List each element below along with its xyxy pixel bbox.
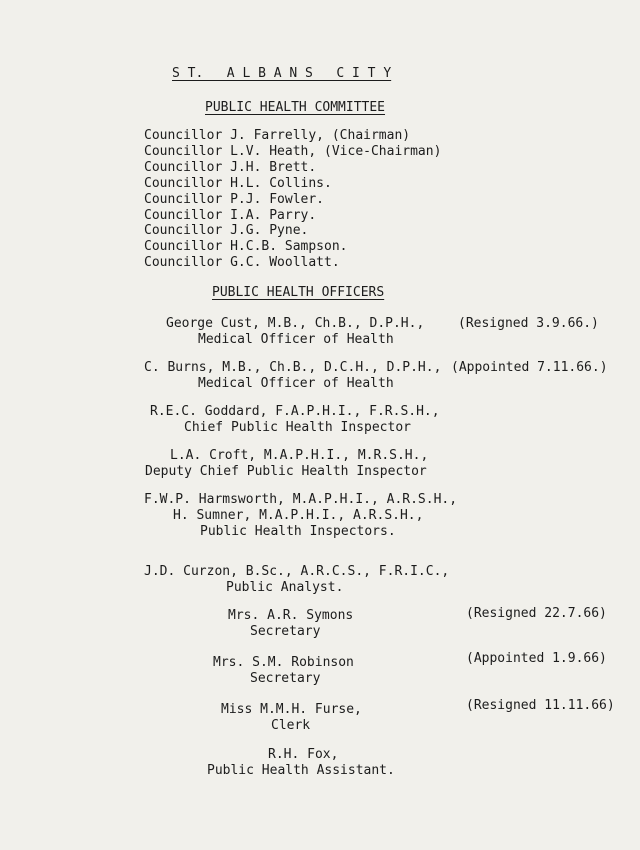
officer-name: R.H. Fox, <box>268 747 339 762</box>
officer-note: (Resigned 11.11.66) <box>466 698 615 713</box>
list-item: Councillor H.L. Collins. <box>144 175 332 191</box>
committee-heading: PUBLIC HEALTH COMMITTEE <box>205 100 386 115</box>
officer-name: H. Sumner, M.A.P.H.I., A.R.S.H., <box>173 508 424 523</box>
officer-name: Mrs. A.R. Symons <box>228 608 354 623</box>
list-item: Councillor J.H. Brett. <box>144 159 317 175</box>
list-item: Councillor G.C. Woollatt. <box>144 255 340 271</box>
list-item: Councillor P.J. Fowler. <box>144 191 325 207</box>
officer-note: (Appointed 1.9.66) <box>466 651 607 666</box>
list-item: Councillor H.C.B. Sampson. <box>144 239 348 255</box>
officer-role: Deputy Chief Public Health Inspector <box>145 464 427 479</box>
officer-role: Public Analyst. <box>226 580 344 595</box>
officer-name: F.W.P. Harmsworth, M.A.P.H.I., A.R.S.H., <box>144 492 458 507</box>
officer-role: Medical Officer of Health <box>198 332 394 347</box>
officer-role: Public Health Inspectors. <box>200 524 396 539</box>
officer-role: Public Health Assistant. <box>207 763 395 778</box>
officer-role: Secretary <box>250 624 321 639</box>
officer-role: Chief Public Health Inspector <box>184 420 411 435</box>
list-item: Councillor I.A. Parry. <box>144 207 317 223</box>
officer-name: L.A. Croft, M.A.P.H.I., M.R.S.H., <box>170 448 429 463</box>
officer-name: Mrs. S.M. Robinson <box>213 655 354 670</box>
list-item: Councillor J. Farrelly, (Chairman) <box>144 128 411 143</box>
officer-role: Secretary <box>250 671 321 686</box>
councillor-list <box>144 128 441 271</box>
officer-name: R.E.C. Goddard, F.A.P.H.I., F.R.S.H., <box>150 404 440 419</box>
officer-role: Medical Officer of Health <box>198 376 394 391</box>
list-item: Councillor J.G. Pyne. <box>144 223 309 239</box>
officer-name: J.D. Curzon, B.Sc., A.R.C.S., F.R.I.C., <box>144 564 450 579</box>
officers-heading: PUBLIC HEALTH OFFICERS <box>212 285 385 300</box>
officer-name: George Cust, M.B., Ch.B., D.P.H., <box>166 316 425 331</box>
officer-name: Miss M.M.H. Furse, <box>221 702 362 717</box>
list-item: Councillor L.V. Heath, (Vice-Chairman) <box>144 143 442 159</box>
officer-note: (Appointed 7.11.66.) <box>451 360 608 375</box>
officer-name: C. Burns, M.B., Ch.B., D.C.H., D.P.H., <box>144 360 442 375</box>
officer-note: (Resigned 22.7.66) <box>466 606 607 621</box>
officer-note: (Resigned 3.9.66.) <box>458 316 599 331</box>
officer-role: Clerk <box>271 718 311 733</box>
page-title: S T. A L B A N S C I T Y <box>172 66 392 81</box>
